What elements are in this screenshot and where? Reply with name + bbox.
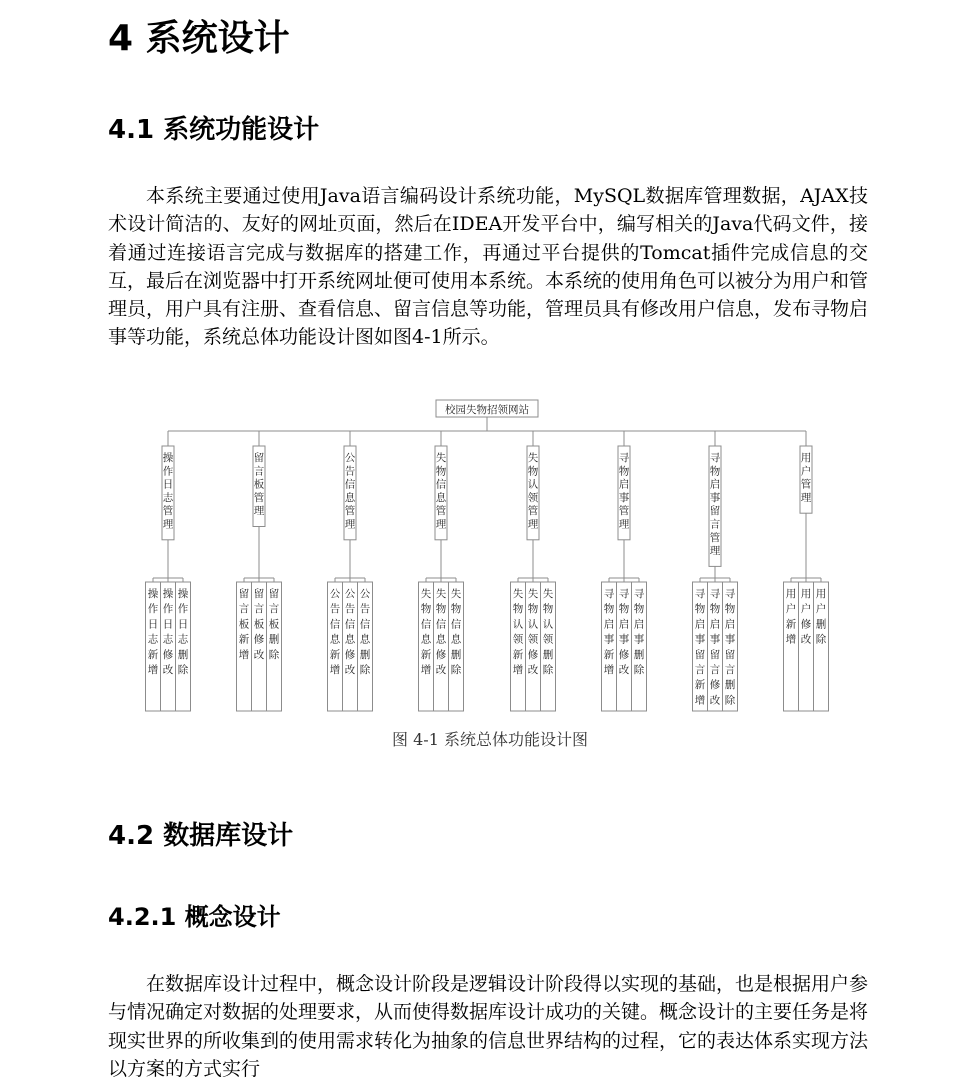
diagram-leaf-box	[814, 582, 829, 711]
diagram-leaf-label: 失物认领新增	[512, 588, 524, 676]
diagram-leaf-box	[511, 582, 526, 711]
diagram-leaf-box	[708, 582, 723, 711]
diagram-leaf-label: 留言板新增	[238, 588, 250, 661]
diagram-leaf-label: 用户删除	[815, 588, 827, 646]
diagram-leaf-box	[267, 582, 282, 711]
diagram-leaf-box	[693, 582, 708, 711]
diagram-leaf-label: 留言板删除	[268, 588, 280, 661]
diagram-module-label: 留言板管理	[253, 452, 265, 518]
diagram-leaf-box	[602, 582, 617, 711]
diagram-leaf-label: 失物信息修改	[435, 588, 447, 676]
diagram-leaf-box	[434, 582, 449, 711]
diagram-leaf-box	[632, 582, 647, 711]
diagram-module-label: 失物认领管理	[527, 452, 539, 531]
diagram-leaf-box	[252, 582, 267, 711]
diagram-leaf-box	[146, 582, 161, 711]
diagram-leaf-box	[617, 582, 632, 711]
diagram-module-label: 用户管理	[800, 452, 812, 504]
diagram-leaf-label: 操作日志新增	[147, 588, 159, 676]
diagram-module-label: 公告信息管理	[344, 452, 356, 531]
diagram-module-label: 寻物启事管理	[618, 452, 630, 531]
diagram-leaf-label: 失物信息新增	[420, 588, 432, 676]
diagram-leaf-label: 公告信息删除	[359, 588, 371, 676]
subsection-4-2-1-paragraph: 在数据库设计过程中，概念设计阶段是逻辑设计阶段得以实现的基础，也是根据用户参与情况确定对数据的处理要求，从而使得数据库设计成功的关键。概念设计的主要任务是将现实世界的所收集到的使用需求转化为抽象的信息世界结构的过程，它的表达体系实现方法以方案的方式实行	[108, 973, 869, 1080]
diagram-leaf-box	[799, 582, 814, 711]
diagram-leaf-label: 失物认领修改	[527, 588, 539, 676]
section-4-1-paragraph: 本系统主要通过使用Java语言编码设计系统功能，MySQL数据库管理数据，AJAX技术设计简洁的、友好的网址页面，然后在IDEA开发平台中，编写相关的Java代码文件，接着通过连接语言完成与数据库的搭建工作，再通过平台提供的Tomcat插件完成信息的交互，最后在浏览器中打开系统网址便可使用本系统。本系统的使用角色可以被分为用户和管理员，用户具有注册、查看信息、留言信息等功能，管理员具有修改用户信息，发布寻物启事等功能，系统总体功能设计图如图4-1所示。	[108, 185, 869, 349]
diagram-leaf-label: 寻物启事留言删除	[724, 588, 736, 707]
diagram-leaf-box	[449, 582, 464, 711]
diagram-leaf-box	[541, 582, 556, 711]
diagram-module-label: 失物信息管理	[435, 452, 447, 531]
diagram-leaf-label: 操作日志删除	[177, 588, 189, 676]
diagram-leaf-box	[161, 582, 176, 711]
diagram-leaf-label: 寻物启事留言修改	[709, 588, 721, 707]
diagram-leaf-box	[526, 582, 541, 711]
diagram-leaf-label: 操作日志修改	[162, 588, 174, 676]
diagram-leaf-box	[343, 582, 358, 711]
diagram-leaf-box	[328, 582, 343, 711]
diagram-leaf-label: 公告信息新增	[329, 588, 341, 676]
diagram-leaf-label: 寻物启事留言新增	[694, 588, 706, 707]
diagram-leaf-label: 留言板修改	[253, 588, 265, 661]
diagram-leaf-box	[237, 582, 252, 711]
diagram-leaf-label: 寻物启事删除	[633, 588, 645, 676]
subsection-title-4-2-1: 4.2.1 概念设计	[108, 903, 281, 931]
diagram-leaf-label: 用户修改	[800, 588, 812, 646]
diagram-root-label: 校园失物招领网站	[445, 404, 529, 416]
section-title-4-2: 4.2 数据库设计	[108, 821, 294, 851]
diagram-leaf-label: 失物信息删除	[450, 588, 462, 676]
diagram-leaf-label: 用户新增	[785, 588, 797, 646]
diagram-leaf-label: 寻物启事修改	[618, 588, 630, 676]
diagram-module-label: 寻物启事留言管理	[709, 452, 721, 558]
diagram-leaf-box	[784, 582, 799, 711]
diagram-leaf-label: 寻物启事新增	[603, 588, 615, 676]
figure-caption: 图 4-1 系统总体功能设计图	[392, 730, 588, 749]
diagram-module-label: 操作日志管理	[162, 452, 174, 531]
section-title-4-1: 4.1 系统功能设计	[108, 115, 320, 145]
diagram-leaf-box	[723, 582, 738, 711]
diagram-leaf-box	[176, 582, 191, 711]
diagram-leaf-label: 公告信息修改	[344, 588, 356, 676]
chapter-title: 4 系统设计	[108, 18, 290, 59]
diagram-leaf-label: 失物认领删除	[542, 588, 554, 676]
diagram-leaf-box	[419, 582, 434, 711]
diagram-leaf-box	[358, 582, 373, 711]
